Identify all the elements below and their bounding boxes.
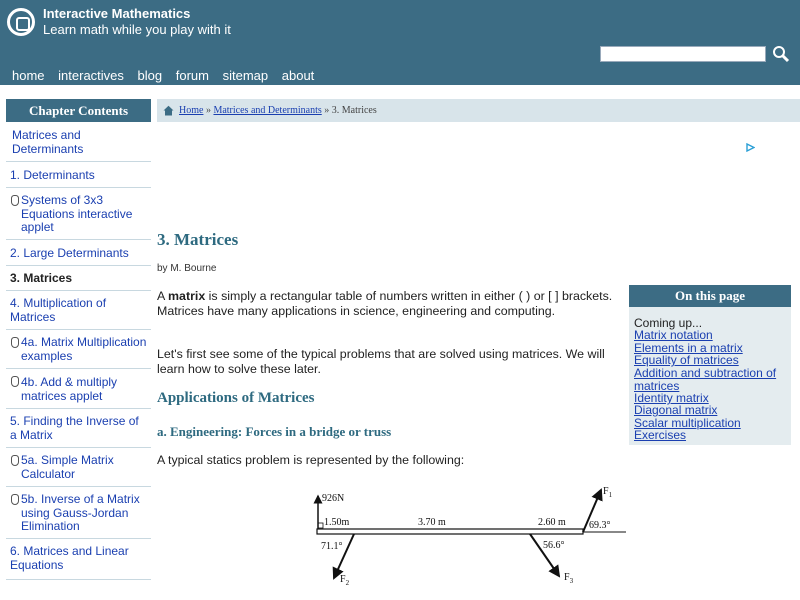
site-title[interactable]: Interactive Mathematics <box>43 6 191 21</box>
main-nav <box>12 68 324 83</box>
breadcrumb-separator: » <box>205 105 211 116</box>
section-heading: Applications of Matrices <box>157 390 315 406</box>
f3-text: F <box>564 572 570 583</box>
mouse-icon <box>11 455 19 466</box>
mouse-icon <box>11 337 19 348</box>
force-top-label: 926N <box>322 493 345 504</box>
sidebar-item-label[interactable]: 4b. Add & multiply matrices applet <box>21 375 118 403</box>
intro-paragraph <box>157 289 622 318</box>
ad-choices-icon[interactable] <box>746 143 755 152</box>
sidebar-item-label[interactable]: 5a. Simple Matrix Calculator <box>21 453 114 481</box>
site-header <box>0 0 800 85</box>
sidebar-item-linear-equations[interactable] <box>6 539 151 580</box>
sidebar-item-label[interactable]: 4a. Matrix Multiplication examples <box>21 335 147 363</box>
intro-text: A <box>157 289 169 303</box>
f2-subscript: 2 <box>345 579 350 587</box>
nav-sitemap[interactable]: sitemap <box>222 68 269 83</box>
force-f3-label <box>564 572 574 585</box>
sidebar-item-inverse[interactable] <box>6 409 151 448</box>
breadcrumb-home-link[interactable]: Home <box>179 105 204 116</box>
breadcrumb <box>157 99 800 122</box>
on-this-page-heading: On this page <box>629 285 791 307</box>
sidebar-item-label[interactable]: Matrices and Determinants <box>12 128 84 156</box>
force-f1-label <box>603 486 613 499</box>
home-icon[interactable] <box>163 105 174 116</box>
statics-paragraph: A typical statics problem is represented by the following: <box>157 453 465 467</box>
otp-link-exercises[interactable]: Exercises <box>634 428 687 442</box>
otp-link-scalar[interactable]: Scalar multiplication <box>634 416 741 430</box>
distance-2-label: 3.70 m <box>418 517 446 528</box>
nav-about[interactable]: about <box>281 68 315 83</box>
mouse-icon <box>11 376 19 387</box>
sidebar-item-multiplication[interactable] <box>6 291 151 330</box>
sidebar-item-label[interactable]: Systems of 3x3 Equations interactive applet <box>21 193 133 234</box>
f1-subscript: 1 <box>608 491 613 499</box>
breadcrumb-trail <box>179 99 377 122</box>
beam <box>317 529 583 534</box>
mouse-icon <box>11 195 19 206</box>
otp-link-diagonal[interactable]: Diagonal matrix <box>634 403 718 417</box>
sidebar-item-label[interactable]: 6. Matrices and Linear Equations <box>10 544 129 572</box>
distance-3-label: 2.60 m <box>538 517 566 528</box>
nav-home[interactable]: home <box>12 68 45 83</box>
search-icon[interactable] <box>772 45 790 63</box>
breadcrumb-section-link[interactable]: Matrices and Determinants <box>213 105 322 116</box>
truss-diagram <box>300 482 630 592</box>
sidebar-item-label[interactable]: 2. Large Determinants <box>10 246 129 260</box>
f2-text: F <box>340 574 346 585</box>
site-logo-icon[interactable] <box>7 8 35 36</box>
sidebar-heading: Chapter Contents <box>6 99 151 122</box>
sidebar-item-matrices-current <box>6 266 151 291</box>
angle-mid-label: 56.6° <box>543 540 565 551</box>
mouse-icon <box>11 494 19 505</box>
otp-link-identity[interactable]: Identity matrix <box>634 391 709 405</box>
sidebar-item-determinants[interactable] <box>6 162 151 188</box>
sidebar-item-matrices-determinants[interactable] <box>6 124 151 162</box>
search-input[interactable] <box>600 46 766 62</box>
breadcrumb-separator: » <box>324 105 330 116</box>
sidebar-item-label: 3. Matrices <box>10 271 73 285</box>
sidebar-item-label[interactable]: 5. Finding the Inverse of a Matrix <box>10 414 139 442</box>
sidebar-item-systems-3x3[interactable] <box>6 188 151 240</box>
sidebar-item-large-determinants[interactable] <box>6 240 151 266</box>
otp-link-addition-subtraction[interactable]: Addition and subtraction of matrices <box>634 366 777 393</box>
sidebar-item-add-multiply-applet[interactable] <box>6 369 151 409</box>
coming-up-label: Coming up... <box>634 316 703 330</box>
page-title: 3. Matrices <box>157 230 239 249</box>
intro-text: is simply a rectangular table of numbers written in either ( ) or [ ] brackets. Matrices have many applications in science, engineering and computing. <box>157 289 613 318</box>
angle-right-label: 69.3° <box>589 520 611 531</box>
angle-left-label: 71.1° <box>321 541 343 552</box>
sidebar-item-label[interactable]: 4. Multiplication of Matrices <box>10 296 107 324</box>
site-tagline: Learn math while you play with it <box>43 22 231 37</box>
f3-subscript: 3 <box>569 577 574 585</box>
sidebar-item-label[interactable]: 1. Determinants <box>10 168 95 182</box>
nav-blog[interactable]: blog <box>137 68 163 83</box>
byline: by M. Bourne <box>157 263 217 274</box>
second-paragraph: Let's first see some of the typical problems that are solved using matrices. We will learn how to solve these later. <box>157 347 605 376</box>
sidebar-item-gauss-jordan[interactable] <box>6 487 151 539</box>
sidebar-item-matrix-calculator[interactable] <box>6 448 151 487</box>
otp-link-equality[interactable]: Equality of matrices <box>634 353 739 367</box>
nav-forum[interactable]: forum <box>175 68 209 83</box>
sidebar-item-multiplication-examples[interactable] <box>6 330 151 369</box>
nav-interactives[interactable]: interactives <box>58 68 124 83</box>
breadcrumb-current: 3. Matrices <box>331 105 377 116</box>
otp-link-elements[interactable]: Elements in a matrix <box>634 341 743 355</box>
otp-link-matrix-notation[interactable]: Matrix notation <box>634 328 713 342</box>
sidebar-item-label[interactable]: 5b. Inverse of a Matrix using Gauss-Jordan Elimination <box>21 492 140 533</box>
force-f2-label <box>340 574 350 587</box>
distance-1-label: 1.50m <box>324 517 350 528</box>
subsection-heading: a. Engineering: Forces in a bridge or truss <box>157 424 392 439</box>
matrix-term: matrix <box>168 289 206 303</box>
f1-text: F <box>603 486 609 497</box>
